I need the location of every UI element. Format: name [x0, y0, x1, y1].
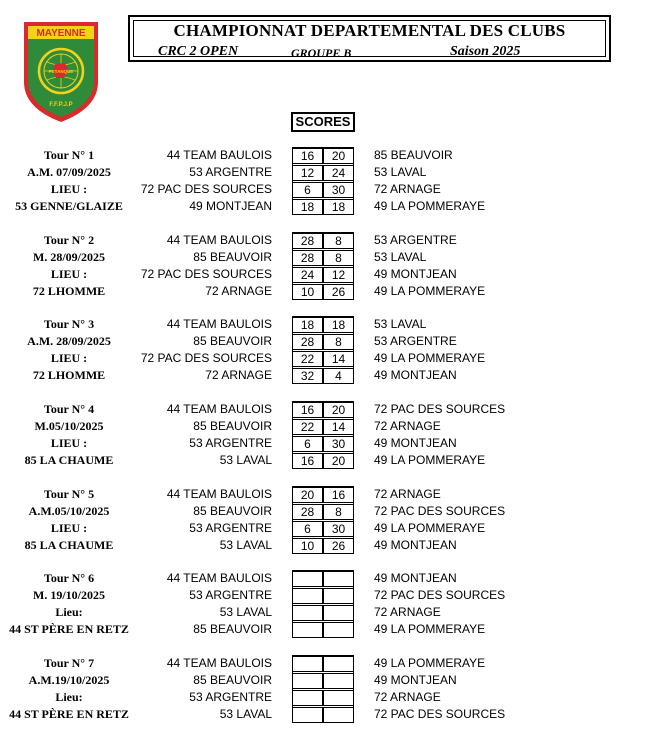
- location-value: 53 GENNE/GLAIZE: [15, 199, 123, 213]
- away-team: 72 ARNAGE: [374, 487, 441, 501]
- home-team: 44 TEAM BAULOIS: [166, 317, 272, 331]
- location-value: 72 LHOMME: [32, 368, 106, 382]
- home-score: 22: [292, 419, 323, 435]
- away-score: 26: [323, 538, 354, 554]
- away-team: 49 LA POMMERAYE: [374, 199, 486, 213]
- round-block: [0, 232, 645, 300]
- home-score: 16: [292, 148, 323, 164]
- away-score: 18: [323, 317, 354, 333]
- home-score: [292, 571, 323, 587]
- away-team: 49 LA POMMERAYE: [374, 521, 486, 535]
- home-team: 53 ARGENTRE: [189, 588, 272, 602]
- away-score: 30: [323, 436, 354, 452]
- away-score: 8: [323, 334, 354, 350]
- away-team: 53 ARGENTRE: [374, 334, 457, 348]
- home-team: 85 BEAUVOIR: [193, 673, 272, 687]
- away-team: 49 LA POMMERAYE: [374, 622, 486, 636]
- away-score: 24: [323, 165, 354, 181]
- location-label: LIEU :: [50, 267, 88, 281]
- away-team: 53 LAVAL: [374, 250, 427, 264]
- round-date: A.M.05/10/2025: [28, 504, 110, 518]
- away-team: 49 LA POMMERAYE: [374, 351, 486, 365]
- home-team: 44 TEAM BAULOIS: [166, 487, 272, 501]
- round-date: A.M. 28/09/2025: [27, 334, 111, 348]
- round-number: Tour N° 3: [43, 317, 95, 331]
- round-block: [0, 147, 645, 215]
- away-team: 49 MONTJEAN: [374, 673, 457, 687]
- home-team: 72 ARNAGE: [205, 284, 272, 298]
- away-score: 16: [323, 487, 354, 503]
- home-team: 44 TEAM BAULOIS: [166, 402, 272, 416]
- home-team: 53 LAVAL: [219, 453, 272, 467]
- home-team: 53 ARGENTRE: [189, 521, 272, 535]
- away-team: 49 MONTJEAN: [374, 436, 457, 450]
- location-value: 85 LA CHAUME: [24, 453, 114, 467]
- home-team: 85 BEAUVOIR: [193, 622, 272, 636]
- away-team: 49 MONTJEAN: [374, 538, 457, 552]
- round-number: Tour N° 5: [43, 487, 95, 501]
- home-score: 32: [292, 368, 323, 384]
- round-block: [0, 401, 645, 469]
- home-team: 44 TEAM BAULOIS: [166, 656, 272, 670]
- home-score: [292, 622, 323, 638]
- round-date: A.M. 07/09/2025: [27, 165, 111, 179]
- mayenne-petanque-logo: [22, 20, 100, 124]
- scores-heading: SCORES: [291, 112, 355, 132]
- home-score: 28: [292, 250, 323, 266]
- location-value: 44 ST PÈRE EN RETZ: [9, 707, 129, 721]
- away-team: 53 ARGENTRE: [374, 233, 457, 247]
- svg-text:PETANQUE: PETANQUE: [48, 69, 74, 74]
- home-score: 6: [292, 182, 323, 198]
- away-team: 72 ARNAGE: [374, 419, 441, 433]
- away-team: 72 PAC DES SOURCES: [374, 402, 506, 416]
- location-label: LIEU :: [50, 351, 88, 365]
- home-team: 53 LAVAL: [219, 707, 272, 721]
- round-number: Tour N° 1: [43, 148, 95, 162]
- away-score: [323, 707, 354, 723]
- location-label: LIEU :: [50, 436, 88, 450]
- round-block: [0, 486, 645, 554]
- home-team: 53 LAVAL: [219, 538, 272, 552]
- round-block: [0, 655, 645, 723]
- away-team: 85 BEAUVOIR: [374, 148, 453, 162]
- home-team: 72 ARNAGE: [205, 368, 272, 382]
- round-date: M.05/10/2025: [34, 419, 104, 433]
- home-score: [292, 690, 323, 706]
- away-score: [323, 588, 354, 604]
- away-score: 8: [323, 504, 354, 520]
- away-score: 18: [323, 199, 354, 215]
- away-score: 14: [323, 351, 354, 367]
- away-team: 53 LAVAL: [374, 165, 427, 179]
- home-score: 18: [292, 199, 323, 215]
- home-score: 28: [292, 504, 323, 520]
- away-score: 30: [323, 521, 354, 537]
- away-team: 72 ARNAGE: [374, 690, 441, 704]
- round-date: M. 19/10/2025: [33, 588, 105, 602]
- home-team: 53 ARGENTRE: [189, 165, 272, 179]
- round-date: M. 28/09/2025: [33, 250, 105, 264]
- home-team: 53 ARGENTRE: [189, 436, 272, 450]
- home-score: 16: [292, 453, 323, 469]
- home-score: 6: [292, 436, 323, 452]
- away-team: 49 MONTJEAN: [374, 267, 457, 281]
- home-team: 72 PAC DES SOURCES: [140, 182, 272, 196]
- round-block: [0, 570, 645, 638]
- home-score: 10: [292, 538, 323, 554]
- home-team: 85 BEAUVOIR: [193, 504, 272, 518]
- round-number: Tour N° 7: [43, 656, 95, 670]
- away-score: 8: [323, 250, 354, 266]
- away-team: 72 PAC DES SOURCES: [374, 588, 506, 602]
- location-label: LIEU :: [50, 521, 88, 535]
- away-team: 49 MONTJEAN: [374, 368, 457, 382]
- away-score: [323, 605, 354, 621]
- home-score: 20: [292, 487, 323, 503]
- home-score: [292, 588, 323, 604]
- home-team: 53 LAVAL: [219, 605, 272, 619]
- away-score: 14: [323, 419, 354, 435]
- away-score: [323, 622, 354, 638]
- away-score: [323, 690, 354, 706]
- round-date: A.M.19/10/2025: [28, 673, 110, 687]
- home-score: 24: [292, 267, 323, 283]
- away-score: 30: [323, 182, 354, 198]
- location-value: 72 LHOMME: [32, 284, 106, 298]
- location-value: 44 ST PÈRE EN RETZ: [9, 622, 129, 636]
- home-score: 16: [292, 402, 323, 418]
- title-box: [128, 15, 611, 62]
- svg-text:F.F.P.J.P: F.F.P.J.P: [49, 102, 73, 108]
- home-team: 44 TEAM BAULOIS: [166, 571, 272, 585]
- home-team: 72 PAC DES SOURCES: [140, 351, 272, 365]
- away-score: 26: [323, 284, 354, 300]
- home-team: 85 BEAUVOIR: [193, 419, 272, 433]
- home-score: [292, 673, 323, 689]
- away-team: 49 LA POMMERAYE: [374, 656, 486, 670]
- group-label: GROUPE B: [291, 46, 352, 60]
- location-label: Lieu:: [55, 690, 83, 704]
- away-score: 20: [323, 402, 354, 418]
- home-score: [292, 656, 323, 672]
- location-label: Lieu:: [55, 605, 83, 619]
- home-score: 6: [292, 521, 323, 537]
- category-label: CRC 2 OPEN: [158, 44, 239, 59]
- away-score: 4: [323, 368, 354, 384]
- away-team: 49 LA POMMERAYE: [374, 453, 486, 467]
- home-score: 28: [292, 233, 323, 249]
- home-score: 22: [292, 351, 323, 367]
- away-score: 20: [323, 148, 354, 164]
- away-team: 49 LA POMMERAYE: [374, 284, 486, 298]
- home-score: 18: [292, 317, 323, 333]
- away-team: 72 ARNAGE: [374, 182, 441, 196]
- home-team: 85 BEAUVOIR: [193, 334, 272, 348]
- season-label: Saison 2025: [450, 44, 521, 59]
- home-team: 44 TEAM BAULOIS: [166, 148, 272, 162]
- round-block: [0, 316, 645, 384]
- home-score: 10: [292, 284, 323, 300]
- home-team: 72 PAC DES SOURCES: [140, 267, 272, 281]
- location-label: LIEU :: [50, 182, 88, 196]
- page-title: CHAMPIONNAT DEPARTEMENTAL DES CLUBS: [173, 21, 566, 40]
- away-team: 72 PAC DES SOURCES: [374, 504, 506, 518]
- away-score: [323, 673, 354, 689]
- home-score: 28: [292, 334, 323, 350]
- home-score: [292, 707, 323, 723]
- home-score: 12: [292, 165, 323, 181]
- away-team: 72 ARNAGE: [374, 605, 441, 619]
- svg-text:MAYENNE: MAYENNE: [36, 28, 86, 39]
- away-score: 12: [323, 267, 354, 283]
- away-score: [323, 656, 354, 672]
- location-value: 85 LA CHAUME: [24, 538, 114, 552]
- away-team: 72 PAC DES SOURCES: [374, 707, 506, 721]
- away-team: 49 MONTJEAN: [374, 571, 457, 585]
- home-team: 85 BEAUVOIR: [193, 250, 272, 264]
- round-number: Tour N° 6: [43, 571, 95, 585]
- round-number: Tour N° 4: [43, 402, 95, 416]
- home-team: 44 TEAM BAULOIS: [166, 233, 272, 247]
- home-team: 49 MONTJEAN: [189, 199, 272, 213]
- away-score: 8: [323, 233, 354, 249]
- away-score: [323, 571, 354, 587]
- away-score: 20: [323, 453, 354, 469]
- home-team: 53 ARGENTRE: [189, 690, 272, 704]
- home-score: [292, 605, 323, 621]
- round-number: Tour N° 2: [43, 233, 95, 247]
- away-team: 53 LAVAL: [374, 317, 427, 331]
